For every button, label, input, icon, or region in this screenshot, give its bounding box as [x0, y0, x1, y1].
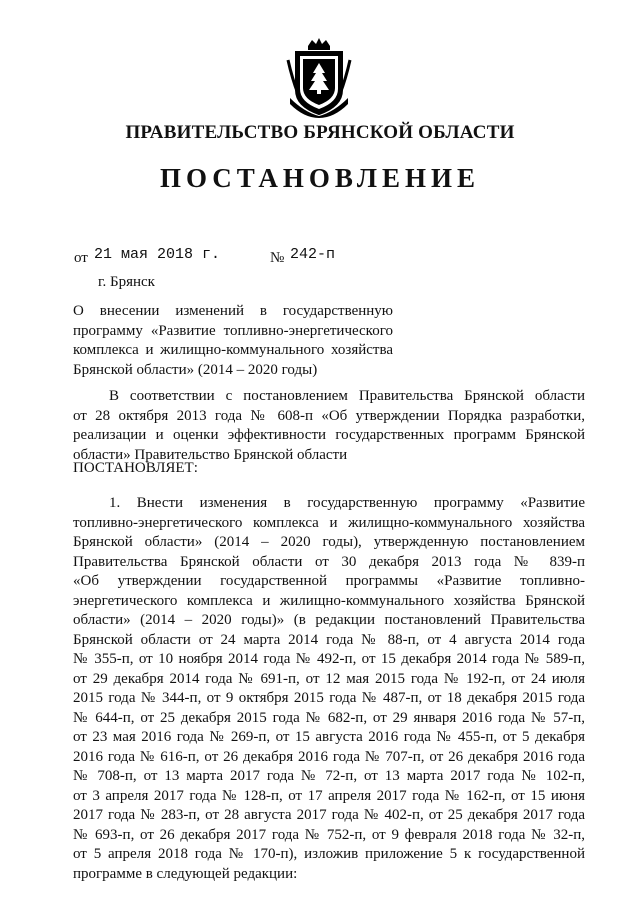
decree-subject	[73, 302, 393, 380]
item-line: от 29 декабря 2014 года № 691-п, от 12 мая 2015 года № 192-п, от 24 июля	[73, 670, 585, 687]
subject-line: программу «Развитие топливно-энергетического	[73, 322, 393, 339]
issue-city: г. Брянск	[98, 274, 155, 290]
basis-line: реализации и оценки эффективности государственных программ Брянской	[73, 427, 585, 443]
item-line: № 644-п, от 25 декабря 2015 года № 682-п, от 29 января 2016 года № 57-п,	[73, 709, 585, 726]
item-line: Брянской области» (2014 – 2020 годы), утвержденную постановлением	[73, 534, 585, 550]
basis-line: от 28 октября 2013 года № 608-п «Об утверждении Порядка разработки,	[73, 407, 585, 424]
subject-line: комплекса и жилищно-коммунального хозяйства	[73, 342, 393, 358]
item-line: «Об утверждении государственной программы «Развитие топливно-	[73, 573, 585, 589]
item-line: 2015 года № 344-п, от 9 октября 2015 года № 487-п, от 18 декабря 2015 года	[73, 690, 585, 706]
decree-item-1	[73, 494, 585, 884]
item-line: энергетического комплекса и жилищно-коммунального хозяйства Брянской	[73, 592, 585, 609]
item-line: № 355-п, от 10 ноября 2014 года № 492-п, от 15 декабря 2014 года № 589-п,	[73, 651, 585, 667]
decree-date: 21 мая 2018 г.	[94, 246, 221, 263]
item-line: программе в следующей редакции:	[73, 865, 298, 882]
item-line: № 708-п, от 13 марта 2017 года № 72-п, от 13 марта 2017 года № 102-п,	[73, 768, 585, 784]
government-title: ПРАВИТЕЛЬСТВО БРЯНСКОЙ ОБЛАСТИ	[125, 122, 515, 143]
item-line: 2016 года № 616-п, от 26 декабря 2016 года № 707-п, от 26 декабря 2016 года	[73, 748, 585, 765]
item-line: от 3 апреля 2017 года № 128-п, от 17 апреля 2017 года № 162-п, от 15 июня	[73, 787, 585, 804]
item-line: Правительства Брянской области от 30 декабря 2013 года № 839-п	[73, 553, 585, 570]
subject-line: Брянской области» (2014 – 2020 годы)	[73, 361, 318, 378]
item-line: Брянской области от 24 марта 2014 года № 88-п, от 4 августа 2014 года	[73, 631, 585, 648]
document-type-title: ПОСТАНОВЛЕНИЕ	[159, 163, 481, 193]
item-line: от 23 мая 2016 года № 269-п, от 15 августа 2016 года № 455-п, от 5 декабря	[73, 729, 585, 745]
basis-line: В соответствии с постановлением Правительства Брянской области	[109, 388, 585, 404]
item-line: № 693-п, от 26 декабря 2017 года № 752-п, от 9 февраля 2018 года № 32-п,	[73, 826, 585, 843]
decree-basis-paragraph	[73, 387, 585, 465]
resolves-heading: ПОСТАНОВЛЯЕТ:	[73, 460, 198, 476]
date-from-label: от	[74, 250, 88, 266]
item-line: 1. Внести изменения в государственную программу «Развитие	[109, 495, 585, 511]
basis-line: области» Правительство Брянской области	[73, 446, 348, 463]
item-line: 2017 года № 283-п, от 28 августа 2017 года № 402-п, от 25 декабря 2017 года	[73, 807, 585, 823]
subject-line: О внесении изменений в государственную	[73, 303, 393, 319]
item-line: топливно-энергетического комплекса и жилищно-коммунального хозяйства	[73, 514, 585, 531]
decree-number-label: №	[270, 250, 285, 266]
item-line: от 5 апреля 2018 года № 170-п), изложив приложение 5 к государственной	[73, 846, 585, 862]
decree-number: 242-п	[290, 246, 336, 263]
item-line: области» (2014 – 2020 годы)» (в редакции постановлений Правительства	[73, 612, 585, 628]
coat-of-arms-emblem	[286, 38, 352, 118]
